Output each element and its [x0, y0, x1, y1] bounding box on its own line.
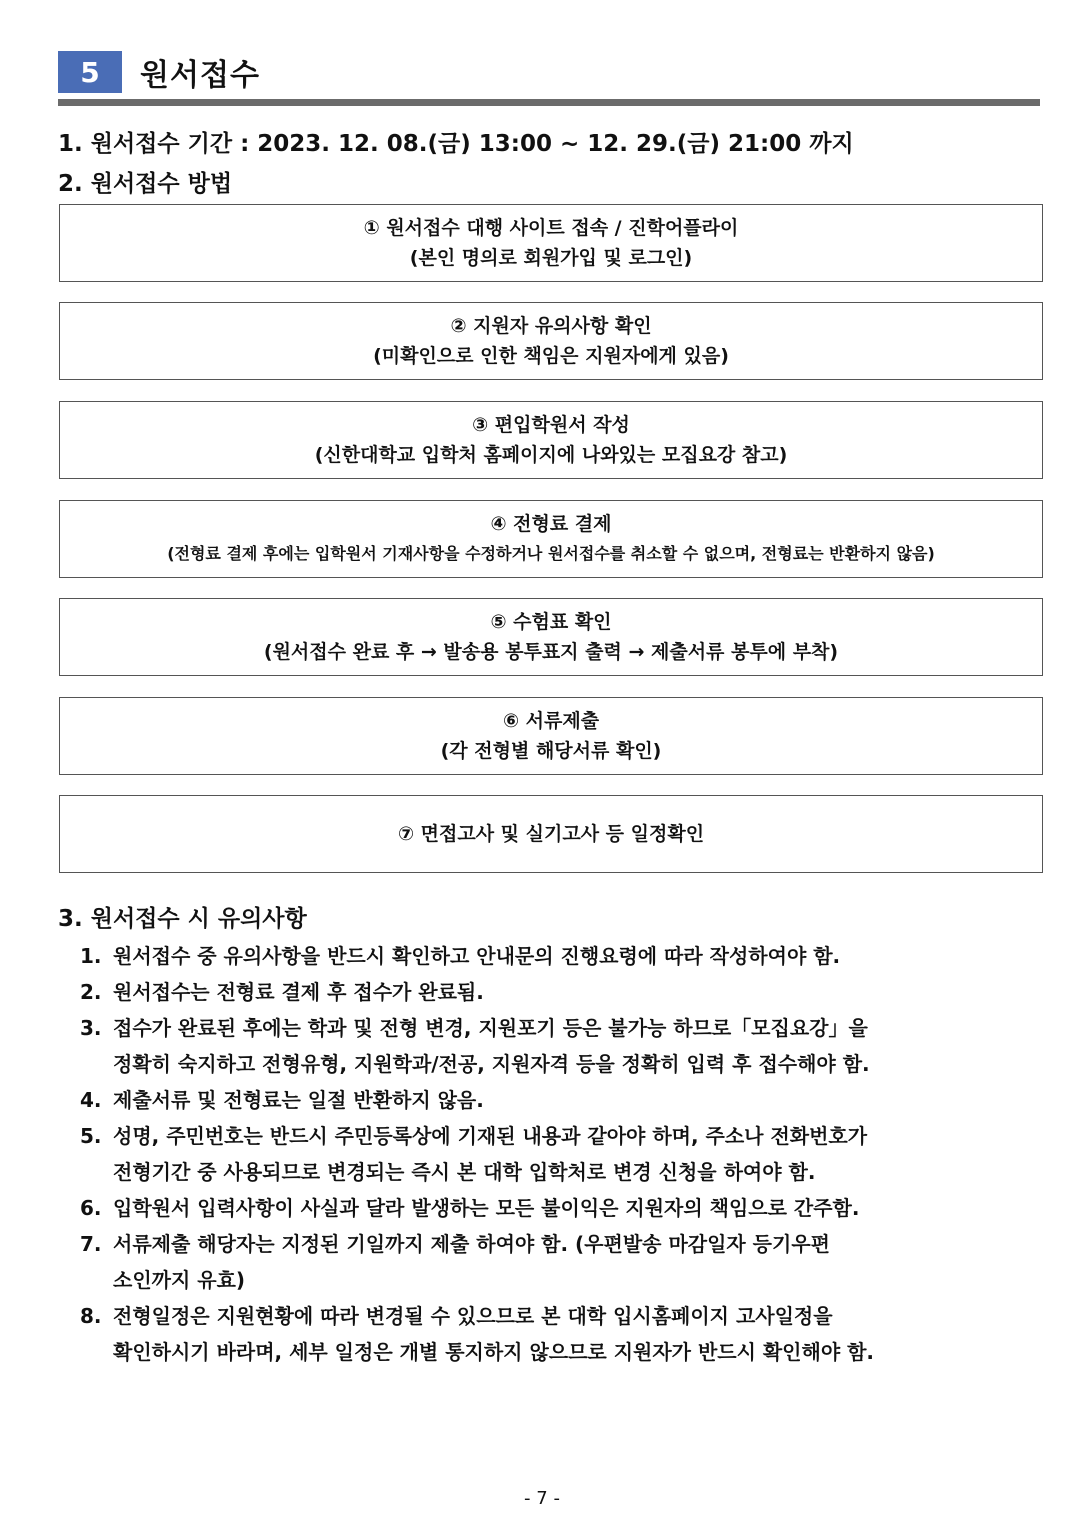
- step-title: ③ 편입학원서 작성: [472, 414, 630, 436]
- notice-text: 전형일정은 지원현황에 따라 변경될 수 있으므로 본 대학 입시홈페이지 고사일정을: [113, 1304, 833, 1328]
- step-note: (원서접수 완료 후 → 발송용 봉투표지 출력 → 제출서류 봉투에 부착): [263, 641, 839, 663]
- list-item: [80, 938, 1040, 974]
- step-title: ⑤ 수험표 확인: [490, 611, 612, 633]
- list-item: [80, 1226, 1040, 1298]
- notice-list: [80, 938, 1040, 1370]
- step-title: ① 원서접수 대행 사이트 접속 / 진학어플라이: [363, 217, 739, 239]
- list-item: [80, 974, 1040, 1010]
- notice-text: 원서접수는 전형료 결제 후 접수가 완료됨.: [113, 980, 484, 1004]
- notice-number: 3.: [80, 1016, 102, 1040]
- notice-number: 4.: [80, 1088, 102, 1112]
- list-item: [80, 1190, 1040, 1226]
- notice-text: 소인까지 유효): [113, 1268, 246, 1292]
- notices-heading: 3. 원서접수 시 유의사항: [58, 906, 307, 932]
- notice-number: 7.: [80, 1232, 102, 1256]
- notice-text: 확인하시기 바라며, 세부 일정은 개별 통지하지 않으므로 지원자가 반드시 확인해야 함.: [113, 1340, 875, 1364]
- notice-text: 전형기간 중 사용되므로 변경되는 즉시 본 대학 입학처로 변경 신청을 하여야 함.: [113, 1160, 816, 1184]
- step-box-7: [59, 795, 1043, 873]
- list-item: [80, 1298, 1040, 1370]
- section-divider: [58, 99, 1040, 106]
- notice-number: 6.: [80, 1196, 102, 1220]
- notice-text: 성명, 주민번호는 반드시 주민등록상에 기재된 내용과 같아야 하며, 주소나 전화번호가: [113, 1124, 868, 1148]
- notice-number: 2.: [80, 980, 102, 1004]
- notice-text: 입학원서 입력사항이 사실과 달라 발생하는 모든 불이익은 지원자의 책임으로 간주함.: [113, 1196, 860, 1220]
- page-number: - 7 -: [524, 1488, 560, 1509]
- list-item: [80, 1118, 1040, 1190]
- step-title: ④ 전형료 결제: [490, 513, 612, 535]
- step-note: (본인 명의로 회원가입 및 로그인): [409, 247, 693, 269]
- step-title: ⑥ 서류제출: [502, 710, 600, 732]
- step-note: (전형료 결제 후에는 입학원서 기재사항을 수정하거나 원서접수를 취소할 수 없으며, 전형료는 반환하지 않음): [167, 544, 935, 563]
- notice-number: 8.: [80, 1304, 102, 1328]
- notice-text: 원서접수 중 유의사항을 반드시 확인하고 안내문의 진행요령에 따라 작성하여야 함.: [113, 944, 841, 968]
- section-title: 원서접수: [140, 58, 260, 93]
- notice-text: 접수가 완료된 후에는 학과 및 전형 변경, 지원포기 등은 불가능 하므로「모집요강」을: [113, 1016, 868, 1040]
- step-note: (미확인으로 인한 책임은 지원자에게 있음): [373, 345, 729, 367]
- step-box-1: [59, 204, 1043, 282]
- list-item: [80, 1082, 1040, 1118]
- notice-text: 정확히 숙지하고 전형유형, 지원학과/전공, 지원자격 등을 정확히 입력 후 접수해야 함.: [113, 1052, 870, 1076]
- step-box-2: [59, 302, 1043, 380]
- notice-number: 1.: [80, 944, 102, 968]
- section-header: [58, 50, 260, 94]
- step-box-4: [59, 500, 1043, 578]
- step-note: (신한대학교 입학처 홈페이지에 나와있는 모집요강 참고): [314, 444, 788, 466]
- list-item: [80, 1010, 1040, 1082]
- step-title: ⑦ 면접고사 및 실기고사 등 일정확인: [397, 823, 705, 845]
- notice-number: 5.: [80, 1124, 102, 1148]
- notice-text: 서류제출 해당자는 지정된 기일까지 제출 하여야 함. (우편발송 마감일자 등기우편: [113, 1232, 830, 1256]
- section-number-badge: 5: [58, 51, 122, 93]
- step-box-3: [59, 401, 1043, 479]
- step-title: ② 지원자 유의사항 확인: [450, 315, 652, 337]
- notice-text: 제출서류 및 전형료는 일절 반환하지 않음.: [113, 1088, 484, 1112]
- application-period: 1. 원서접수 기간 : 2023. 12. 08.(금) 13:00 ~ 12. 29.(금) 21:00 까지: [58, 131, 854, 157]
- application-method-heading: 2. 원서접수 방법: [58, 171, 233, 197]
- step-note: (각 전형별 해당서류 확인): [440, 740, 662, 762]
- step-box-6: [59, 697, 1043, 775]
- step-box-5: [59, 598, 1043, 676]
